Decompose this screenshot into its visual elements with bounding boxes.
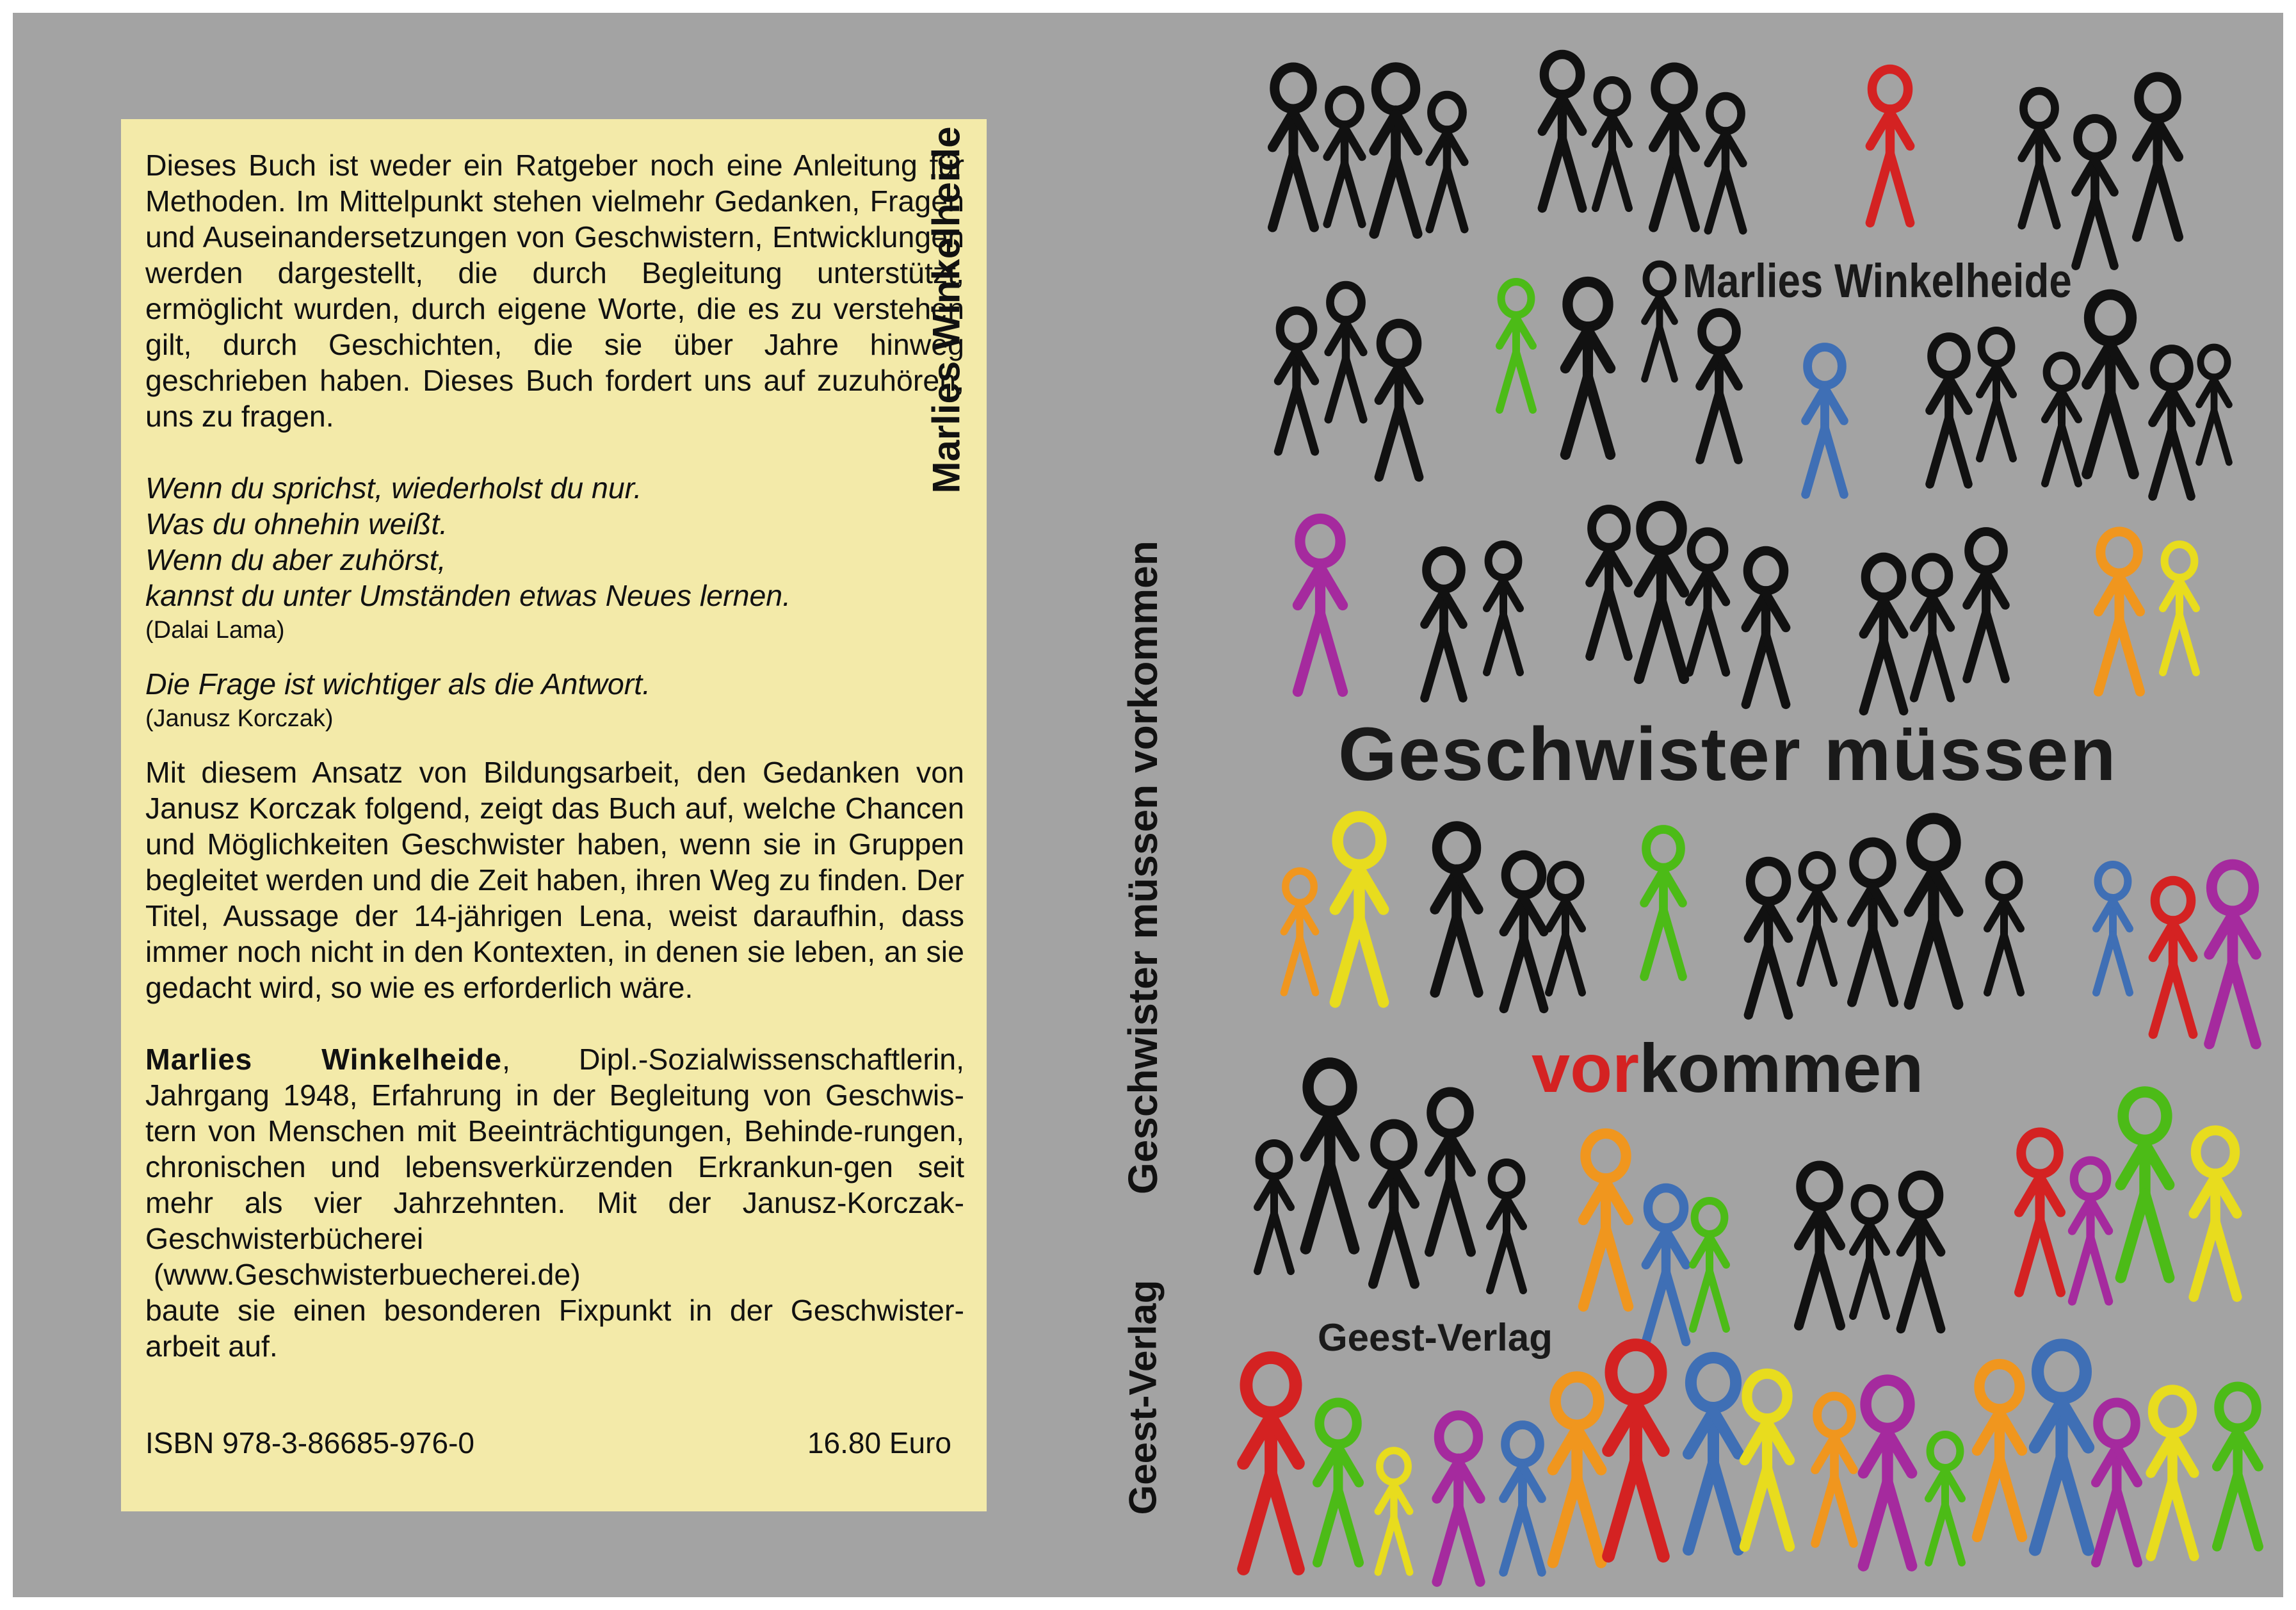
front-title-rest: kommen — [1639, 1029, 1924, 1107]
stick-figure — [1425, 551, 1463, 698]
stick-figure — [1278, 311, 1314, 451]
quote2-author: (Janusz Korczak) — [145, 705, 334, 732]
stick-figure — [1590, 509, 1628, 656]
stick-figure — [1373, 1124, 1415, 1284]
stick-figure — [2194, 1130, 2237, 1297]
price: 16.80 Euro — [807, 1426, 951, 1460]
spine-publisher: Geest-Verlag — [1121, 1280, 1165, 1515]
stick-figure — [1815, 1396, 1854, 1543]
stick-figure — [1901, 1175, 1941, 1329]
stick-figure — [1644, 829, 1683, 977]
bio-name: Marlies Winkelheide — [145, 1043, 503, 1076]
stick-figure — [2153, 349, 2191, 496]
spine-title: Geschwister müssen vorkommen — [1120, 541, 1166, 1194]
stick-figure — [1800, 855, 1834, 983]
stick-figure — [1553, 1377, 1601, 1563]
stick-figure — [1243, 1358, 1298, 1569]
stick-figure — [1257, 1143, 1291, 1271]
stick-figure — [2163, 544, 2196, 672]
stick-figure — [1284, 871, 1315, 993]
stick-figure — [1500, 282, 1533, 410]
stick-figure — [1437, 1415, 1480, 1582]
stick-figure — [2087, 295, 2134, 474]
stick-figure — [2217, 1386, 2259, 1547]
stick-figure — [1967, 532, 2005, 679]
stick-figure — [2121, 1092, 2169, 1278]
stick-figure — [1745, 1374, 1790, 1547]
stick-figure — [1864, 557, 1904, 711]
stick-figure — [1379, 323, 1419, 477]
stick-figure — [1430, 95, 1465, 229]
stick-figure — [1688, 1358, 1738, 1550]
stick-figure — [1987, 865, 2021, 993]
stick-figure — [2153, 881, 2193, 1034]
stick-figure — [1708, 96, 1743, 231]
stick-figure — [1914, 557, 1950, 698]
stick-figure — [1430, 1092, 1471, 1252]
stick-figure — [2035, 1345, 2088, 1550]
stick-figure — [2076, 118, 2114, 266]
stick-figure — [2096, 865, 2130, 993]
stick-figure — [1374, 67, 1418, 234]
front-title-line2 — [1532, 1028, 1923, 1108]
stick-figure — [1542, 54, 1582, 208]
quote1-line: Was du ohnehin weißt. — [145, 507, 448, 541]
stick-figure — [1909, 818, 1957, 1004]
stick-figure — [1639, 506, 1684, 679]
front-publisher: Geest-Verlag — [1318, 1316, 1553, 1359]
stick-figure — [1435, 826, 1478, 993]
stick-figure — [1928, 1435, 1962, 1563]
stick-figure — [1329, 285, 1364, 419]
stick-figure — [1654, 67, 1695, 227]
front-title-line1: Geschwister müssen — [1338, 712, 2117, 797]
stick-figure — [1378, 1451, 1409, 1572]
stick-figure — [1596, 80, 1629, 208]
stick-figure — [1645, 264, 1675, 379]
front-title-red-part: vor — [1532, 1029, 1640, 1107]
stick-figure — [1700, 313, 1738, 460]
stick-figure — [1863, 1380, 1911, 1566]
stick-figure — [1799, 1166, 1841, 1326]
bio-end: baute sie einen besonderen Fixpunkt in der Geschwister-arbeit auf. — [145, 1294, 964, 1363]
stick-figure — [1490, 1162, 1523, 1290]
stick-figure — [1608, 1345, 1663, 1556]
stick-figure — [2096, 1403, 2138, 1563]
stick-figure — [1806, 347, 1844, 494]
stick-figure — [1870, 69, 1910, 223]
bio-text: , Dipl.-Sozialwissenschaftlerin, Jahrgang 1948, Erfahrung in der Begleitung von Geschwis-tern von Menschen mit Beeinträchtigungen, Behinde-rungen, chronischen und lebensverkürzenden Erkrankun-gen seit mehr als vier Jahrzehnten. Mit der Janusz-Korczak-Geschwisterbücherei — [145, 1043, 964, 1255]
stick-figure — [2137, 77, 2179, 237]
stick-figure — [1693, 1201, 1726, 1329]
stick-figure — [2019, 1132, 2061, 1292]
stick-figure — [2210, 865, 2256, 1044]
stick-figure — [1853, 1188, 1886, 1316]
isbn: ISBN 978-3-86685-976-0 — [145, 1426, 474, 1460]
stick-figure — [1318, 1403, 1359, 1563]
intro-paragraph: Dieses Buch ist weder ein Ratgeber noch eine Anleitung für Methoden. Im Mittelpunkt stehen vielmehr Gedanken, Fragen und Auseinandersetzungen von Geschwistern, Entwicklungen werden dargestellt, die durch Begleitung unterstützt, ermöglicht wurden, durch eigene Worte, die es zu verstehen gilt, durch Geschichten, die sie über Jahre hinweg geschrieben haben. Dieses Buch fordert uns auf zuzuhören, uns zu fragen. — [145, 149, 964, 433]
stick-figure — [1549, 865, 1582, 993]
stick-figure — [1689, 532, 1726, 672]
stick-figure — [1583, 1134, 1628, 1306]
quote1-author: (Dalai Lama) — [145, 617, 285, 644]
stick-figure — [1273, 67, 1314, 227]
stick-figure — [1565, 282, 1610, 455]
stick-figure — [1930, 337, 1968, 484]
stick-figure — [1335, 817, 1383, 1002]
front-author: Marlies Winkelheide — [1683, 254, 2072, 307]
stick-figure — [1487, 544, 1520, 672]
stick-figure — [1306, 1063, 1354, 1249]
stick-figure — [2151, 1390, 2194, 1556]
stick-figure — [1749, 861, 1788, 1015]
quote2: Die Frage ist wichtiger als die Antwort. — [145, 667, 651, 701]
stick-figure — [1977, 1364, 2022, 1537]
stick-figure — [1746, 551, 1786, 704]
stick-figure — [1298, 519, 1343, 692]
stick-figure — [2022, 91, 2057, 225]
body-paragraph: Mit diesem Ansatz von Bildungsarbeit, den Gedanken von Janusz Korczak folgend, zeigt das Buch auf, welche Chancen und Möglichkeiten Geschwister haben, wenn sie in Gruppen begleitet werden und die Zeit haben, ihren Weg zu finden. Der Titel, Aussage der 14-jährigen Lena, weist daraufhin, dass immer noch nicht in den Kontexten, in denen sie leben, an sie gedacht wird, so wie es erforderlich wäre. — [145, 756, 964, 1004]
quote1-line: Wenn du sprichst, wiederholst du nur. — [145, 471, 642, 505]
stick-figure — [1852, 842, 1894, 1002]
stick-figure — [1503, 1425, 1542, 1572]
spine-author: Marlies Winkelheide — [925, 126, 968, 494]
stick-figure — [2099, 532, 2140, 692]
stick-figure — [1504, 855, 1544, 1009]
stick-figure — [2199, 347, 2229, 462]
stick-figure — [2045, 355, 2078, 484]
stick-figure — [1980, 330, 2013, 459]
stick-figure — [2072, 1160, 2108, 1301]
stick-figure — [1646, 1188, 1686, 1342]
quote1-line: Wenn du aber zuhörst, — [145, 543, 446, 576]
stick-figure — [1327, 90, 1362, 224]
quote1-line: kannst du unter Umständen etwas Neues lernen. — [145, 579, 791, 612]
bio-url: (www.Geschwisterbuecherei.de) — [145, 1258, 581, 1291]
